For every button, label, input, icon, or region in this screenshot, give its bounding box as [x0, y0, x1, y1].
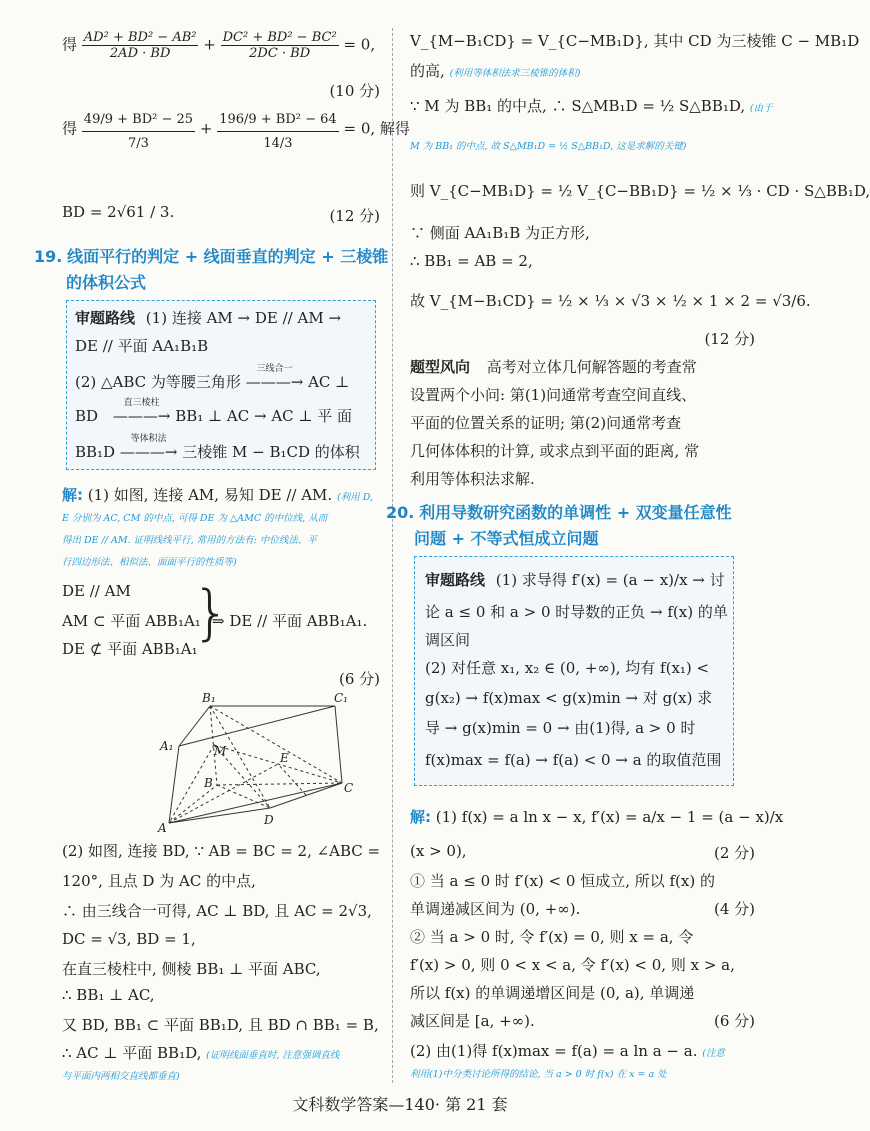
fig-label: E: [280, 751, 289, 765]
q20-title: 20. 利用导数研究函数的单调性 + 双变量任意性: [386, 503, 732, 522]
annotation-note: (由于: [749, 103, 773, 114]
fig-hidden-edge: [278, 764, 306, 795]
box-header: 审题路线: [425, 571, 486, 589]
fraction: $\frac{\text{196/9 + BD² − 64}}{14/3}$: [217, 108, 339, 151]
annotation-note: M 为 BB₁ 的中点, 故 S△MB₁D = ½ S△BB₁D, 这是求解的关键): [410, 141, 687, 152]
fig-label: C: [344, 781, 354, 795]
q20-title-cont: 问题 + 不等式恒成立问题: [414, 529, 599, 548]
fig-label: C₁: [334, 691, 348, 705]
fig-hidden-edge: [210, 706, 342, 783]
fig-label: B: [204, 776, 213, 790]
fig-edge: [270, 783, 342, 808]
fraction: $\frac{\text{49/9 + BD² − 25}}{7/3}$: [82, 108, 195, 151]
solution-19-part1: 解: (1) 如图, 连接 AM, 易知 DE // AM. (利用 D,: [62, 486, 373, 504]
page-footer: 文科数学答案—140· 第 21 套: [292, 1095, 508, 1114]
column-divider: [392, 28, 393, 1083]
score-label: (12 分): [329, 207, 380, 225]
brace-result: ⇒ DE // 平面 ABB₁A₁.: [212, 612, 368, 630]
fig-hidden-edge: [169, 764, 278, 823]
score-label: (4 分): [713, 900, 755, 918]
annotation-note: 与平面内两相交直线都垂直): [62, 1071, 180, 1082]
score-label: (2 分): [713, 844, 755, 862]
equation-law-of-cosines: 得 $\frac{\text{AD² + BD² − AB²}}{2AD \cdot BD}$ + $\frac{\text{DC² + BD² − BC²}}{2DC \cdot BD}$ = 0,: [62, 30, 376, 61]
fig-label: A: [158, 821, 167, 835]
brace-condition: DE ⊄ 平面 ABB₁A₁: [62, 640, 198, 658]
annotation-note: (利用等体积法求三棱锥的体积): [449, 68, 581, 79]
fig-label: D: [264, 813, 274, 827]
eq-prefix: 得: [62, 35, 78, 54]
annotation-note: 得出 DE // AM. 证明线线平行, 常用的方法有: 中位线法、平: [62, 535, 317, 546]
fig-label: B₁: [202, 691, 216, 705]
bd-result: BD = 2√61 / 3.: [62, 203, 175, 221]
annotation-note: 行四边形法、相似法、面面平行的性质等): [62, 557, 237, 568]
labeled-arrow: 等体积法 ———→: [119, 434, 178, 461]
labeled-arrow: 三线合一 ———→: [245, 364, 304, 391]
fig-label: M: [214, 744, 227, 758]
annotation-note: E 分别为 AC, CM 的中点, 可得 DE 为 △AMC 的中位线, 从而: [62, 513, 328, 524]
fig-hidden-edge: [217, 785, 270, 808]
box-header: 审题路线: [75, 309, 136, 327]
solution-19-part2: (2) 如图, 连接 BD, ∵ AB = BC = 2, ∠ABC =: [62, 842, 381, 860]
analysis-box-20: 审题路线 (1) 求导得 f′(x) = (a − x)/x → 讨 论 a ≤ 0 和 a > 0 时导数的正负 → f(x) 的单 调区间 (2) 对任意 x₁, x₂ ∈ (0, +∞), 均有 f(x₁) < g(x₂) → f(x)max < g(x)min → 对 g(x) 求 导 → g(x)min = 0 → 由(1)得, a > 0 时 f(x)max = f(a) → f(a) < 0 → a 的取值范围: [414, 556, 734, 786]
question-trend: 题型风向 高考对立体几何解答题的考查常: [410, 358, 697, 376]
q19-title-cont: 的体积公式: [66, 273, 147, 292]
right-brace: }: [192, 578, 231, 648]
fig-hidden-edge: [214, 745, 342, 783]
fig-edge: [179, 706, 335, 746]
annotation-note: (证明线面垂直时, 注意强调直线: [206, 1050, 340, 1061]
brace-condition: AM ⊂ 平面 ABB₁A₁: [62, 612, 201, 630]
solution-20-part1: 解: (1) f(x) = a ln x − x, f′(x) = a/x − 1 = (a − x)/x: [410, 808, 784, 826]
score-label: (6 分): [713, 1012, 755, 1030]
score-label: (12 分): [704, 330, 755, 348]
q19-title: 19. 线面平行的判定 + 线面垂直的判定 + 三棱锥: [34, 247, 389, 266]
fig-label: A₁: [160, 739, 174, 753]
labeled-arrow: 直三棱柱 ———→: [112, 398, 171, 425]
fig-edge: [335, 706, 342, 783]
fig-hidden-edge: [217, 783, 342, 785]
fig-edge: [169, 746, 179, 823]
fig-edge: [169, 808, 270, 823]
equation-substituted: 得 $\frac{\text{49/9 + BD² − 25}}{7/3}$ + $\frac{\text{196/9 + BD² − 64}}{14/3}$ = 0, 解得: [62, 108, 410, 151]
score-label: (10 分): [329, 82, 380, 100]
brace-condition: DE // AM: [62, 582, 131, 600]
prism-figure: [152, 690, 362, 835]
score-label: (6 分): [338, 670, 380, 688]
analysis-box-19: 审题路线 (1) 连接 AM → DE // AM → DE // 平面 AA₁B₁B (2) △ABC 为等腰三角形 三线合一 ———→ AC ⊥ BD 直三棱柱 ———→ BB₁ ⊥ AC → AC ⊥ 平 面 BB₁D 等体积法 ———→ 三棱锥 M − B₁CD 的体积: [66, 300, 376, 470]
annotation-note: (注意: [702, 1048, 725, 1059]
fraction: $\frac{\text{AD² + BD² − AB²}}{2AD \cdot BD}$: [83, 30, 197, 61]
fig-edge: [179, 706, 210, 746]
annotation-note: 利用(1)中分类讨论所得的结论, 当 a > 0 时 f(x) 在 x = a 处: [410, 1069, 667, 1080]
fraction: $\frac{\text{DC² + BD² − BC²}}{2DC \cdot BD}$: [222, 30, 337, 61]
